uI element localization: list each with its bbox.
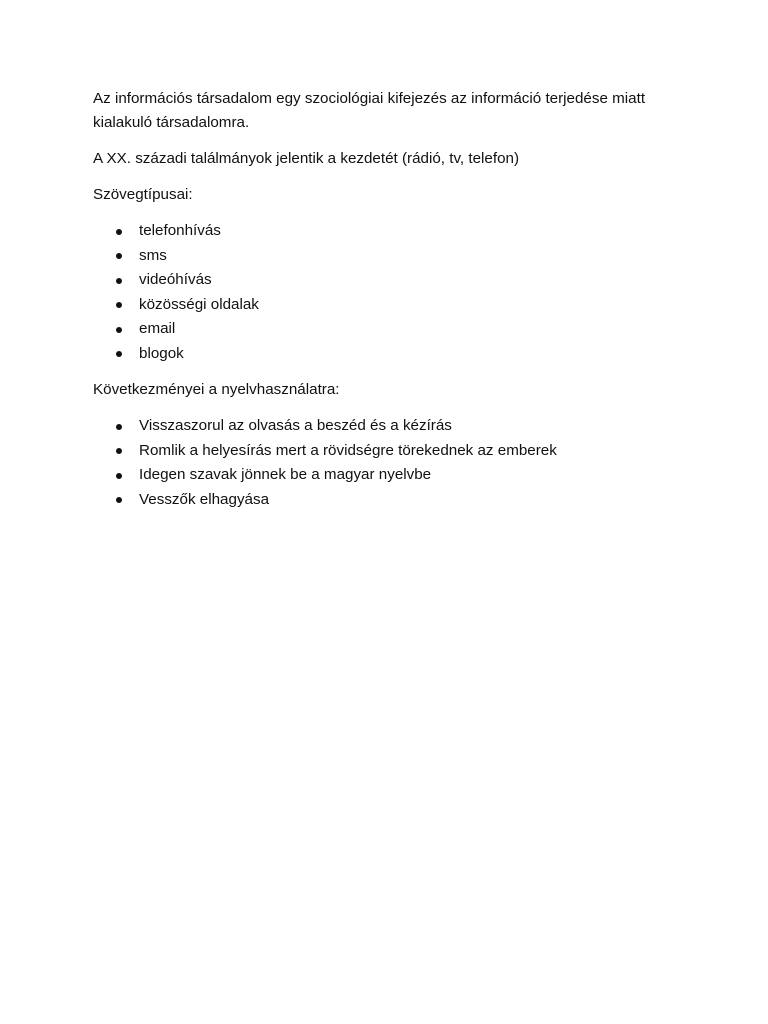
consequences-heading: Következményei a nyelvhasználatra: (93, 381, 340, 398)
bullet-icon (116, 302, 122, 308)
list-item-text: sms (139, 246, 167, 264)
bullet-icon (116, 424, 122, 430)
list-item (93, 244, 693, 269)
list-item (93, 342, 693, 367)
bullet-icon (116, 351, 122, 357)
list-item-text: videóhívás (139, 271, 212, 288)
intro-paragraph: Az információs társadalom egy szociológiai kifejezés az információ terjedése miatt kialakuló társadalomra. (93, 90, 646, 131)
document-body (93, 87, 693, 524)
consequences-list (93, 414, 693, 512)
list-item (93, 317, 693, 342)
list-item-text: Vesszők elhagyása (139, 490, 270, 508)
bullet-icon (116, 327, 122, 333)
origin-paragraph: A XX. századi találmányok jelentik a kezdetét (rádió, tv, telefon) (93, 150, 520, 167)
list-item-text: blogok (139, 344, 184, 362)
bullet-icon (116, 473, 122, 479)
bullet-icon (116, 497, 122, 503)
list-item (93, 488, 693, 513)
bullet-icon (116, 278, 122, 284)
list-item (93, 219, 693, 244)
bullet-icon (116, 448, 122, 454)
list-item-text: Romlik a helyesírás mert a rövidségre törekednek az emberek (139, 441, 557, 459)
bullet-icon (116, 229, 122, 235)
text-types-heading: Szövegtípusai: (93, 186, 193, 203)
text-types-list (93, 219, 693, 366)
bullet-icon (116, 253, 122, 259)
list-item (93, 293, 693, 318)
list-item-text: közösségi oldalak (139, 295, 259, 313)
list-item (93, 268, 693, 293)
list-item-text: email (139, 320, 176, 337)
list-item-text: telefonhívás (139, 222, 221, 239)
list-item (93, 463, 693, 488)
list-item-text: Idegen szavak jönnek be a magyar nyelvbe (139, 466, 432, 483)
list-item (93, 439, 693, 464)
list-item (93, 414, 693, 439)
list-item-text: Visszaszorul az olvasás a beszéd és a kézírás (139, 417, 452, 434)
